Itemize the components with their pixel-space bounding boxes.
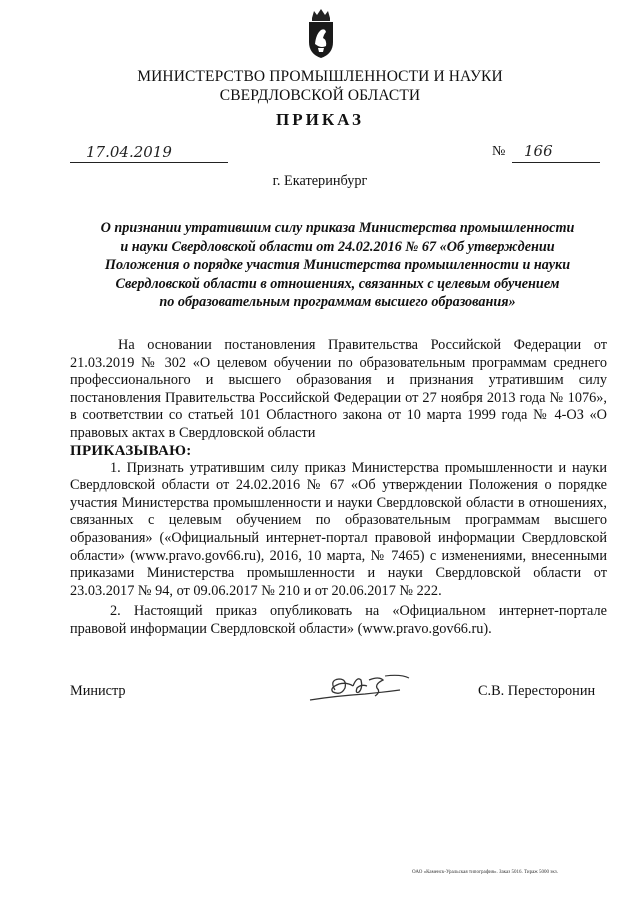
number-underline bbox=[512, 162, 600, 163]
handwritten-signature bbox=[305, 670, 415, 706]
order-date: 17.04.2019 bbox=[86, 143, 172, 161]
document-title bbox=[70, 219, 605, 312]
coat-of-arms-emblem bbox=[306, 8, 336, 60]
order-item-1: 1. Признать утратившим силу приказ Министерства промышленности и науки Свердловской области от 24.02.2016 № 67 «Об утверждении Положения о порядке участия Министерства промышленности и науки Свердловской области в отношениях, связанных с целевым обучением по образовательным программам высшего образования» («Официальный интернет-портал правовой информации Свердловской области» (www.pravo.gov66.ru), 2016, 10 марта, № 7465) с изменениями, внесенными приказами Министерства промышленности и науки Свердловской области от 23.03.2017 № 94, от 09.06.2017 № 210 и от 20.06.2017 № 222. bbox=[70, 459, 607, 599]
order-number: 166 bbox=[524, 142, 553, 160]
signatory-position: Министр bbox=[70, 683, 126, 699]
order-directive: ПРИКАЗЫВАЮ: bbox=[70, 442, 192, 459]
title-line: О признании утратившим силу приказа Министерства промышленности bbox=[100, 220, 575, 236]
title-line: по образовательным программам высшего образования» bbox=[159, 294, 516, 310]
document-type: ПРИКАЗ bbox=[276, 110, 364, 129]
title-line: Свердловской области в отношениях, связанных с целевым обучением bbox=[115, 275, 560, 292]
date-underline bbox=[70, 162, 228, 163]
city: г. Екатеринбург bbox=[272, 173, 368, 189]
ministry-name-line1: МИНИСТЕРСТВО ПРОМЫШЛЕННОСТИ И НАУКИ bbox=[137, 68, 503, 85]
number-label: № bbox=[492, 144, 506, 159]
preamble-paragraph: На основании постановления Правительства Российской Федерации от 21.03.2019 № 302 «О целевом обучении по образовательным программам среднего профессионального и высшего образования и признания утратившим силу постановления Правительства Российской Федерации от 27 ноября 2013 года № 1076», в соответствии со статьей 101 Областного закона от 10 марта 1999 года № 4-ОЗ «О правовых актах в Свердловской области bbox=[70, 337, 607, 441]
ministry-name-line2: СВЕРДЛОВСКОЙ ОБЛАСТИ bbox=[219, 87, 421, 104]
printer-note: ОАО «Каменск-Уральская типография». Заказ 5016. Тираж 5000 экз. bbox=[412, 870, 558, 875]
title-line: и науки Свердловской области от 24.02.2016 № 67 «Об утверждении bbox=[120, 238, 555, 255]
order-item-2: 2. Настоящий приказ опубликовать на «Официальном интернет-портале правовой информации Свердловской области» (www.pravo.gov66.ru). bbox=[70, 603, 607, 637]
signatory-name: С.В. Пересторонин bbox=[478, 683, 596, 699]
document-body bbox=[70, 337, 607, 639]
title-line: Положения о порядке участия Министерства промышленности и науки bbox=[104, 257, 571, 273]
